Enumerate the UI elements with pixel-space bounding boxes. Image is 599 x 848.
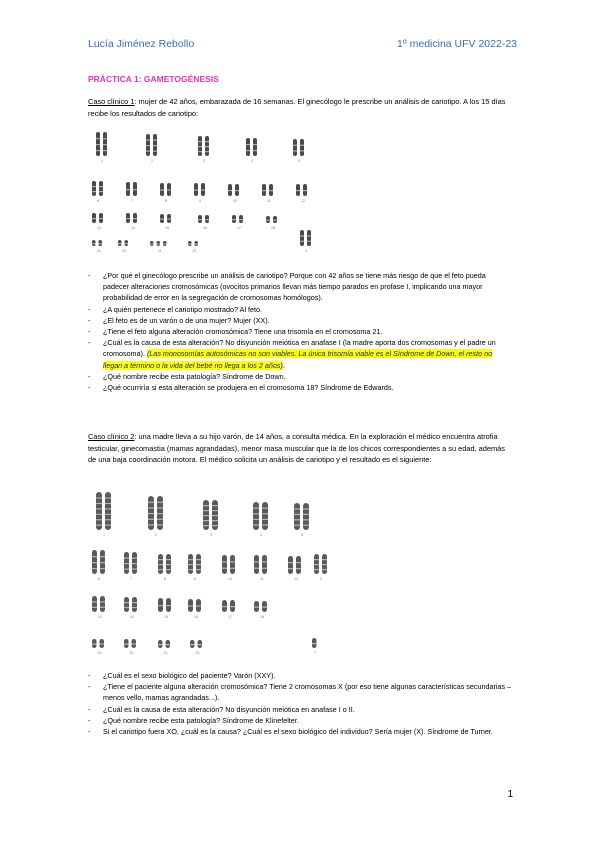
- chromosome: [124, 597, 129, 612]
- karyotype-number: 9: [199, 199, 201, 203]
- chromosome: [153, 134, 157, 156]
- karyotype-number: 11: [260, 577, 264, 581]
- chromosome: [235, 184, 239, 196]
- karyotype-number: Y: [313, 651, 317, 655]
- chromosome: [254, 601, 259, 612]
- chromosome: [230, 600, 235, 612]
- chromosome: [133, 213, 137, 223]
- chromosome: [92, 240, 96, 246]
- chromosome: [158, 598, 163, 612]
- chromosome: [146, 134, 150, 156]
- chromosome: [160, 214, 164, 223]
- karyotype-number: 18: [271, 226, 275, 230]
- question-text: ¿Cuál es la causa de esta alteración? No disyunción meiótica en anafase I o II.: [103, 704, 355, 714]
- chromosome: [96, 132, 100, 156]
- question-item: [88, 670, 513, 681]
- chromosome: [198, 136, 202, 156]
- karyotype-number: X: [320, 577, 323, 581]
- chromosome: [262, 502, 268, 530]
- question-text: ¿El feto es de un varón o de una mujer? Mujer (XX).: [103, 315, 270, 325]
- chromosome: [126, 213, 130, 223]
- case2-intro: [88, 431, 508, 466]
- chromosome: [262, 184, 266, 196]
- chromosome: [157, 241, 161, 246]
- chromosome: [133, 182, 137, 196]
- chromosome: [167, 183, 171, 196]
- chromosome: [296, 184, 300, 196]
- karyotype-number: 1: [101, 159, 103, 163]
- chromosome: [124, 639, 129, 648]
- chromosome: [266, 216, 270, 223]
- karyotype-number: 8: [165, 199, 167, 203]
- karyotype-number: 13: [98, 615, 102, 619]
- karyotype-number: 19: [96, 249, 101, 253]
- chromosome: [239, 215, 243, 223]
- karyotype-number: 6: [98, 577, 100, 581]
- karyotype-number: 17: [237, 226, 241, 230]
- question-text: ¿Cuál es la causa de esta alteración? No disyunción meiótica en anafase I (la madre aporta dos cromosomas y el padre un cromosoma).: [103, 338, 496, 359]
- chromosome: [201, 183, 205, 196]
- page-number: 1: [507, 789, 513, 800]
- karyotype-number: 15: [165, 226, 169, 230]
- karyotype-number: 8: [164, 577, 166, 581]
- karyotype-number: 20: [122, 249, 127, 253]
- chromosome: [103, 132, 107, 156]
- chromosome: [294, 503, 300, 530]
- karyotype-number: 10: [233, 199, 237, 203]
- question-text: ¿A quién pertenece el cariotipo mostrado? Al feto.: [103, 304, 263, 314]
- karyotype-number: 22: [195, 651, 200, 655]
- question-item: [88, 715, 513, 726]
- header-author: Lucía Jiménez Rebollo: [88, 38, 195, 50]
- question-text: Si el cariotipo fuera XO, ¿cuál es la causa? ¿Cuál es el sexo biológico del individuo? Sería mujer (X). Síndrome de Turner.: [103, 727, 493, 737]
- chromosome: [205, 215, 209, 223]
- question-text: ¿Cuál es el sexo biológico del paciente? Varón (XXY).: [103, 671, 276, 680]
- chromosome: [132, 597, 137, 612]
- karyotype-number: 17: [228, 615, 232, 619]
- chromosome: [92, 181, 96, 196]
- chromosome: [92, 596, 97, 612]
- karyotype-number: 1: [103, 533, 105, 537]
- chromosome: [190, 640, 195, 648]
- chromosome: [269, 184, 273, 196]
- karyotype-number: 3: [210, 533, 212, 537]
- chromosome: [246, 138, 250, 156]
- chromosome: [188, 599, 193, 612]
- question-tail: .: [282, 360, 285, 370]
- karyotype-number: 7: [131, 199, 133, 203]
- chromosome: [150, 241, 154, 246]
- question-item: [88, 304, 513, 315]
- chromosome: [167, 214, 171, 223]
- karyotype-number: 7: [130, 577, 132, 581]
- chromosome: [203, 500, 209, 530]
- chromosome: [254, 555, 259, 574]
- chromosome: [322, 554, 327, 574]
- karyotype-number: 9: [194, 577, 196, 581]
- chromosome: [99, 213, 103, 223]
- chromosome: [188, 554, 193, 574]
- karyotype-number: 16: [194, 615, 198, 619]
- karyotype-number: 10: [228, 577, 232, 581]
- question-item: [88, 326, 513, 337]
- karyotype-number: 20: [129, 651, 134, 655]
- chromosome: [228, 184, 232, 196]
- chromosome: [166, 554, 171, 574]
- chromosome: [125, 240, 129, 246]
- question-text: ¿Qué nombre recibe esta patología? Síndrome de Klinefelter.: [103, 715, 299, 725]
- question-item: [88, 382, 513, 393]
- chromosome: [314, 554, 319, 574]
- chromosome: [105, 492, 111, 530]
- chromosome: [160, 183, 164, 196]
- question-item: [88, 337, 513, 371]
- chromosome: [118, 240, 122, 246]
- karyotype-number: 11: [267, 199, 271, 203]
- chromosome: [100, 550, 105, 574]
- question-text: ¿Qué ocurriría si esta alteración se produjera en el cromosoma 18? Síndrome de Edwards.: [103, 383, 394, 393]
- question-item: [88, 315, 513, 326]
- question-item: [88, 371, 513, 382]
- karyotype-number: 14: [131, 226, 135, 230]
- chromosome: [307, 230, 311, 246]
- question-text: ¿Tiene el paciente alguna alteración cromosómica? Tiene 2 cromosomas X (por eso tiene algunas características secundarias – menos vello, mamas agrandadas...).: [103, 682, 512, 703]
- case1-question-list: [88, 270, 513, 393]
- chromosome: [163, 241, 167, 246]
- chromosome: [205, 136, 209, 156]
- chromosome: [132, 639, 137, 648]
- chromosome: [92, 639, 97, 648]
- karyotype-number: 5: [298, 159, 300, 163]
- case2-question-list: [88, 670, 513, 737]
- case1-intro-text: : mujer de 42 años, embarazada de 16 semanas. El ginecólogo le prescribe un análisis de cariotipo. A los 15 días recibe los resultados de cariotipo:: [88, 97, 506, 118]
- page-title: PRÁCTICA 1: GAMETOGÉNESIS: [88, 74, 219, 84]
- chromosome: [300, 139, 304, 156]
- chromosome: [124, 552, 129, 574]
- chromosome: [312, 638, 317, 648]
- chromosome: [303, 503, 309, 530]
- karyotype-number: X: [305, 249, 308, 253]
- chromosome: [157, 496, 163, 530]
- karyotype-number: 6: [97, 199, 99, 203]
- karyotype-number: 14: [130, 615, 134, 619]
- karyotype-number: 22: [192, 249, 197, 253]
- karyotype-number: 2: [155, 533, 157, 537]
- question-item: [88, 681, 513, 703]
- chromosome: [262, 555, 267, 574]
- chromosome: [253, 502, 259, 530]
- karyotype-number: 3: [203, 159, 205, 163]
- chromosome: [126, 182, 130, 196]
- chromosome: [303, 184, 307, 196]
- karyotype-number: 21: [157, 249, 162, 253]
- karyotype-number: 5: [301, 533, 303, 537]
- chromosome: [230, 555, 235, 574]
- chromosome: [99, 181, 103, 196]
- question-text: ¿Tiene el feto alguna alteración cromosómica? Tiene una trisomía en el cromosoma 21.: [103, 327, 383, 337]
- question-text: ¿Qué nombre recibe esta patología? Síndrome de Down.: [103, 371, 286, 381]
- karyotype-number: 15: [164, 615, 168, 619]
- case2-label: Caso clínico 2: [88, 432, 135, 441]
- karyotype-image-case2: [88, 488, 328, 663]
- chromosome: [158, 554, 163, 574]
- karyotype-number: 4: [251, 159, 253, 163]
- chromosome: [288, 556, 293, 574]
- chromosome: [92, 213, 96, 223]
- karyotype-number: 16: [203, 226, 207, 230]
- karyotype-number: 12: [301, 199, 305, 203]
- chromosome: [212, 500, 218, 530]
- karyotype-number: 13: [97, 226, 101, 230]
- karyotype-number: 2: [151, 159, 153, 163]
- question-item: [88, 704, 513, 715]
- chromosome: [148, 496, 154, 530]
- karyotype-number: 4: [260, 533, 262, 537]
- karyotype-number: 21: [163, 651, 168, 655]
- chromosome: [100, 596, 105, 612]
- chromosome: [222, 555, 227, 574]
- chromosome: [196, 554, 201, 574]
- chromosome: [99, 240, 103, 246]
- chromosome: [293, 139, 297, 156]
- chromosome: [198, 640, 203, 648]
- case1-intro: [88, 96, 508, 119]
- chromosome: [100, 639, 105, 648]
- chromosome: [166, 640, 171, 648]
- karyotype-number: 19: [97, 651, 102, 655]
- question-item: [88, 726, 513, 737]
- chromosome: [232, 215, 236, 223]
- case2-intro-text: : una madre lleva a su hijo varón, de 14 años, a consulta médica. En la exploración el médico encuentra atrofia testicular, ginecomastia (mamas agrandadas), menor masa muscular que la de los chicos correspondientes a su edad, además de una baja coordinación motora. El médico solicita un análisis de cariotipo y el resultado es el siguiente:: [88, 432, 505, 465]
- case1-label: Caso clínico 1: [88, 97, 135, 106]
- chromosome: [222, 600, 227, 612]
- chromosome: [300, 230, 304, 246]
- highlighted-note: (Las monosomías autosómicas no son viables. La única trisomía viable es el Síndrome de Down, el resto no llegan a término o la vida del bebé no llega a los 2 años): [103, 349, 493, 370]
- question-item: [88, 270, 513, 304]
- karyotype-number: 12: [294, 577, 298, 581]
- chromosome: [92, 550, 97, 574]
- chromosome: [296, 556, 301, 574]
- chromosome: [262, 601, 267, 612]
- karyotype-image-case1: [88, 128, 328, 253]
- chromosome: [194, 183, 198, 196]
- chromosome: [253, 138, 257, 156]
- chromosome: [196, 599, 201, 612]
- chromosome: [188, 241, 192, 246]
- chromosome: [198, 215, 202, 223]
- question-text: ¿Por qué el ginecólogo prescribe un análisis de cariotipo? Porque con 42 años se tiene más riesgo de que el feto pueda padecer alteraciones cromosómicas (ovocitos primarios llevan más tiempo parados en profase I, implicando una mayor probabilidad de error en la segregación de cromosomas homólogos).: [103, 271, 486, 303]
- header-course: 1º medicina UFV 2022-23: [397, 38, 517, 50]
- chromosome: [166, 598, 171, 612]
- chromosome: [96, 492, 102, 530]
- chromosome: [132, 552, 137, 574]
- chromosome: [195, 241, 199, 246]
- chromosome: [273, 216, 277, 223]
- chromosome: [158, 640, 163, 648]
- karyotype-number: 18: [260, 615, 264, 619]
